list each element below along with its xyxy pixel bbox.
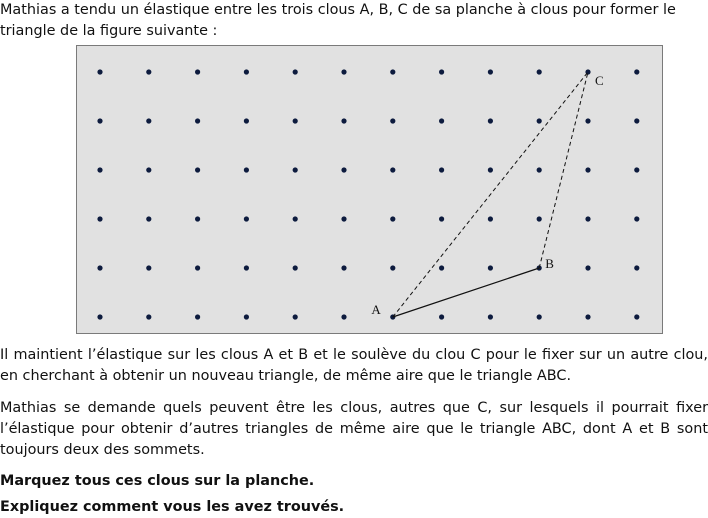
nail-dot — [341, 69, 346, 74]
nail-dot — [390, 265, 395, 270]
intro-text: Mathias a tendu un élastique entre les trois clous A, B, C de sa planche à clous pour former le triangle de la figure suivante : — [0, 2, 676, 39]
nail-dot — [293, 216, 298, 221]
nail-dot — [585, 167, 590, 172]
nail-dot — [244, 216, 249, 221]
nail-dot — [244, 69, 249, 74]
nail-dot — [439, 265, 444, 270]
nail-dot — [634, 265, 639, 270]
nail-dot — [585, 118, 590, 123]
nail-dot — [439, 216, 444, 221]
nail-dot — [244, 314, 249, 319]
nail-dot — [97, 216, 102, 221]
nail-dot — [488, 118, 493, 123]
nail-dot — [244, 118, 249, 123]
nail-dot — [634, 118, 639, 123]
nail-dot — [146, 265, 151, 270]
nail-dot — [146, 314, 151, 319]
nail-dot — [341, 265, 346, 270]
nail-dot — [537, 69, 542, 74]
nail-dot — [293, 265, 298, 270]
nail-dot — [293, 167, 298, 172]
nail-dot — [488, 167, 493, 172]
label-a: A — [371, 302, 381, 317]
nail-dot — [537, 314, 542, 319]
nail-dot — [390, 216, 395, 221]
nail-dot — [488, 265, 493, 270]
nail-dot — [439, 118, 444, 123]
nail-dot — [244, 265, 249, 270]
nail-dot — [634, 216, 639, 221]
nail-dot — [293, 118, 298, 123]
instruction-explain: Expliquez comment vous les avez trouvés. — [0, 499, 345, 515]
nail-dot — [585, 216, 590, 221]
nail-dot — [293, 69, 298, 74]
nail-dot — [97, 314, 102, 319]
nail-dot — [537, 167, 542, 172]
nail-dot — [341, 216, 346, 221]
nail-dot — [341, 314, 346, 319]
label-b: B — [545, 256, 554, 271]
nail-dot — [195, 216, 200, 221]
nail-dot — [195, 265, 200, 270]
nail-dot — [439, 167, 444, 172]
nail-dot — [146, 118, 151, 123]
nail-dot — [439, 314, 444, 319]
nail-dot — [488, 314, 493, 319]
nail-dot — [488, 216, 493, 221]
nail-dot — [537, 118, 542, 123]
nail-dot — [390, 167, 395, 172]
nail-dot — [634, 69, 639, 74]
instruction-mark-nails: Marquez tous ces clous sur la planche. — [0, 473, 315, 489]
nail-dot — [341, 118, 346, 123]
nail-dot — [195, 118, 200, 123]
nail-dot — [439, 69, 444, 74]
nail-dot — [195, 69, 200, 74]
board-background — [77, 46, 663, 334]
nail-dot — [341, 167, 346, 172]
nail-dot — [634, 314, 639, 319]
nail-dot — [97, 265, 102, 270]
nail-dot — [146, 167, 151, 172]
nail-dot — [146, 216, 151, 221]
nail-board — [76, 45, 663, 334]
label-c: C — [595, 73, 604, 88]
nail-dot — [537, 216, 542, 221]
nail-dot — [390, 69, 395, 74]
nail-dot — [195, 314, 200, 319]
nail-dot — [97, 167, 102, 172]
nail-board-figure — [76, 45, 663, 334]
nail-dot — [244, 167, 249, 172]
nail-dot — [195, 167, 200, 172]
paragraph-elastic: Il maintient l’élastique sur les clous A et B et le soulève du clou C pour le fixer sur un autre clou, en cherchant à obtenir un nouveau triangle, de même aire que le triangle ABC. — [0, 347, 708, 384]
nail-dot — [390, 118, 395, 123]
nail-dot — [97, 118, 102, 123]
nail-dot — [585, 265, 590, 270]
paragraph-question: Mathias se demande quels peuvent être les clous, autres que C, sur lesquels il pourrait fixer l’élastique pour obtenir d’autres triangles de même aire que le triangle ABC, dont A et B sont toujours deux des sommets. — [0, 400, 708, 458]
nail-dot — [293, 314, 298, 319]
nail-dot — [146, 69, 151, 74]
nail-dot — [97, 69, 102, 74]
nail-dot — [488, 69, 493, 74]
nail-dot — [634, 167, 639, 172]
nail-dot — [585, 314, 590, 319]
